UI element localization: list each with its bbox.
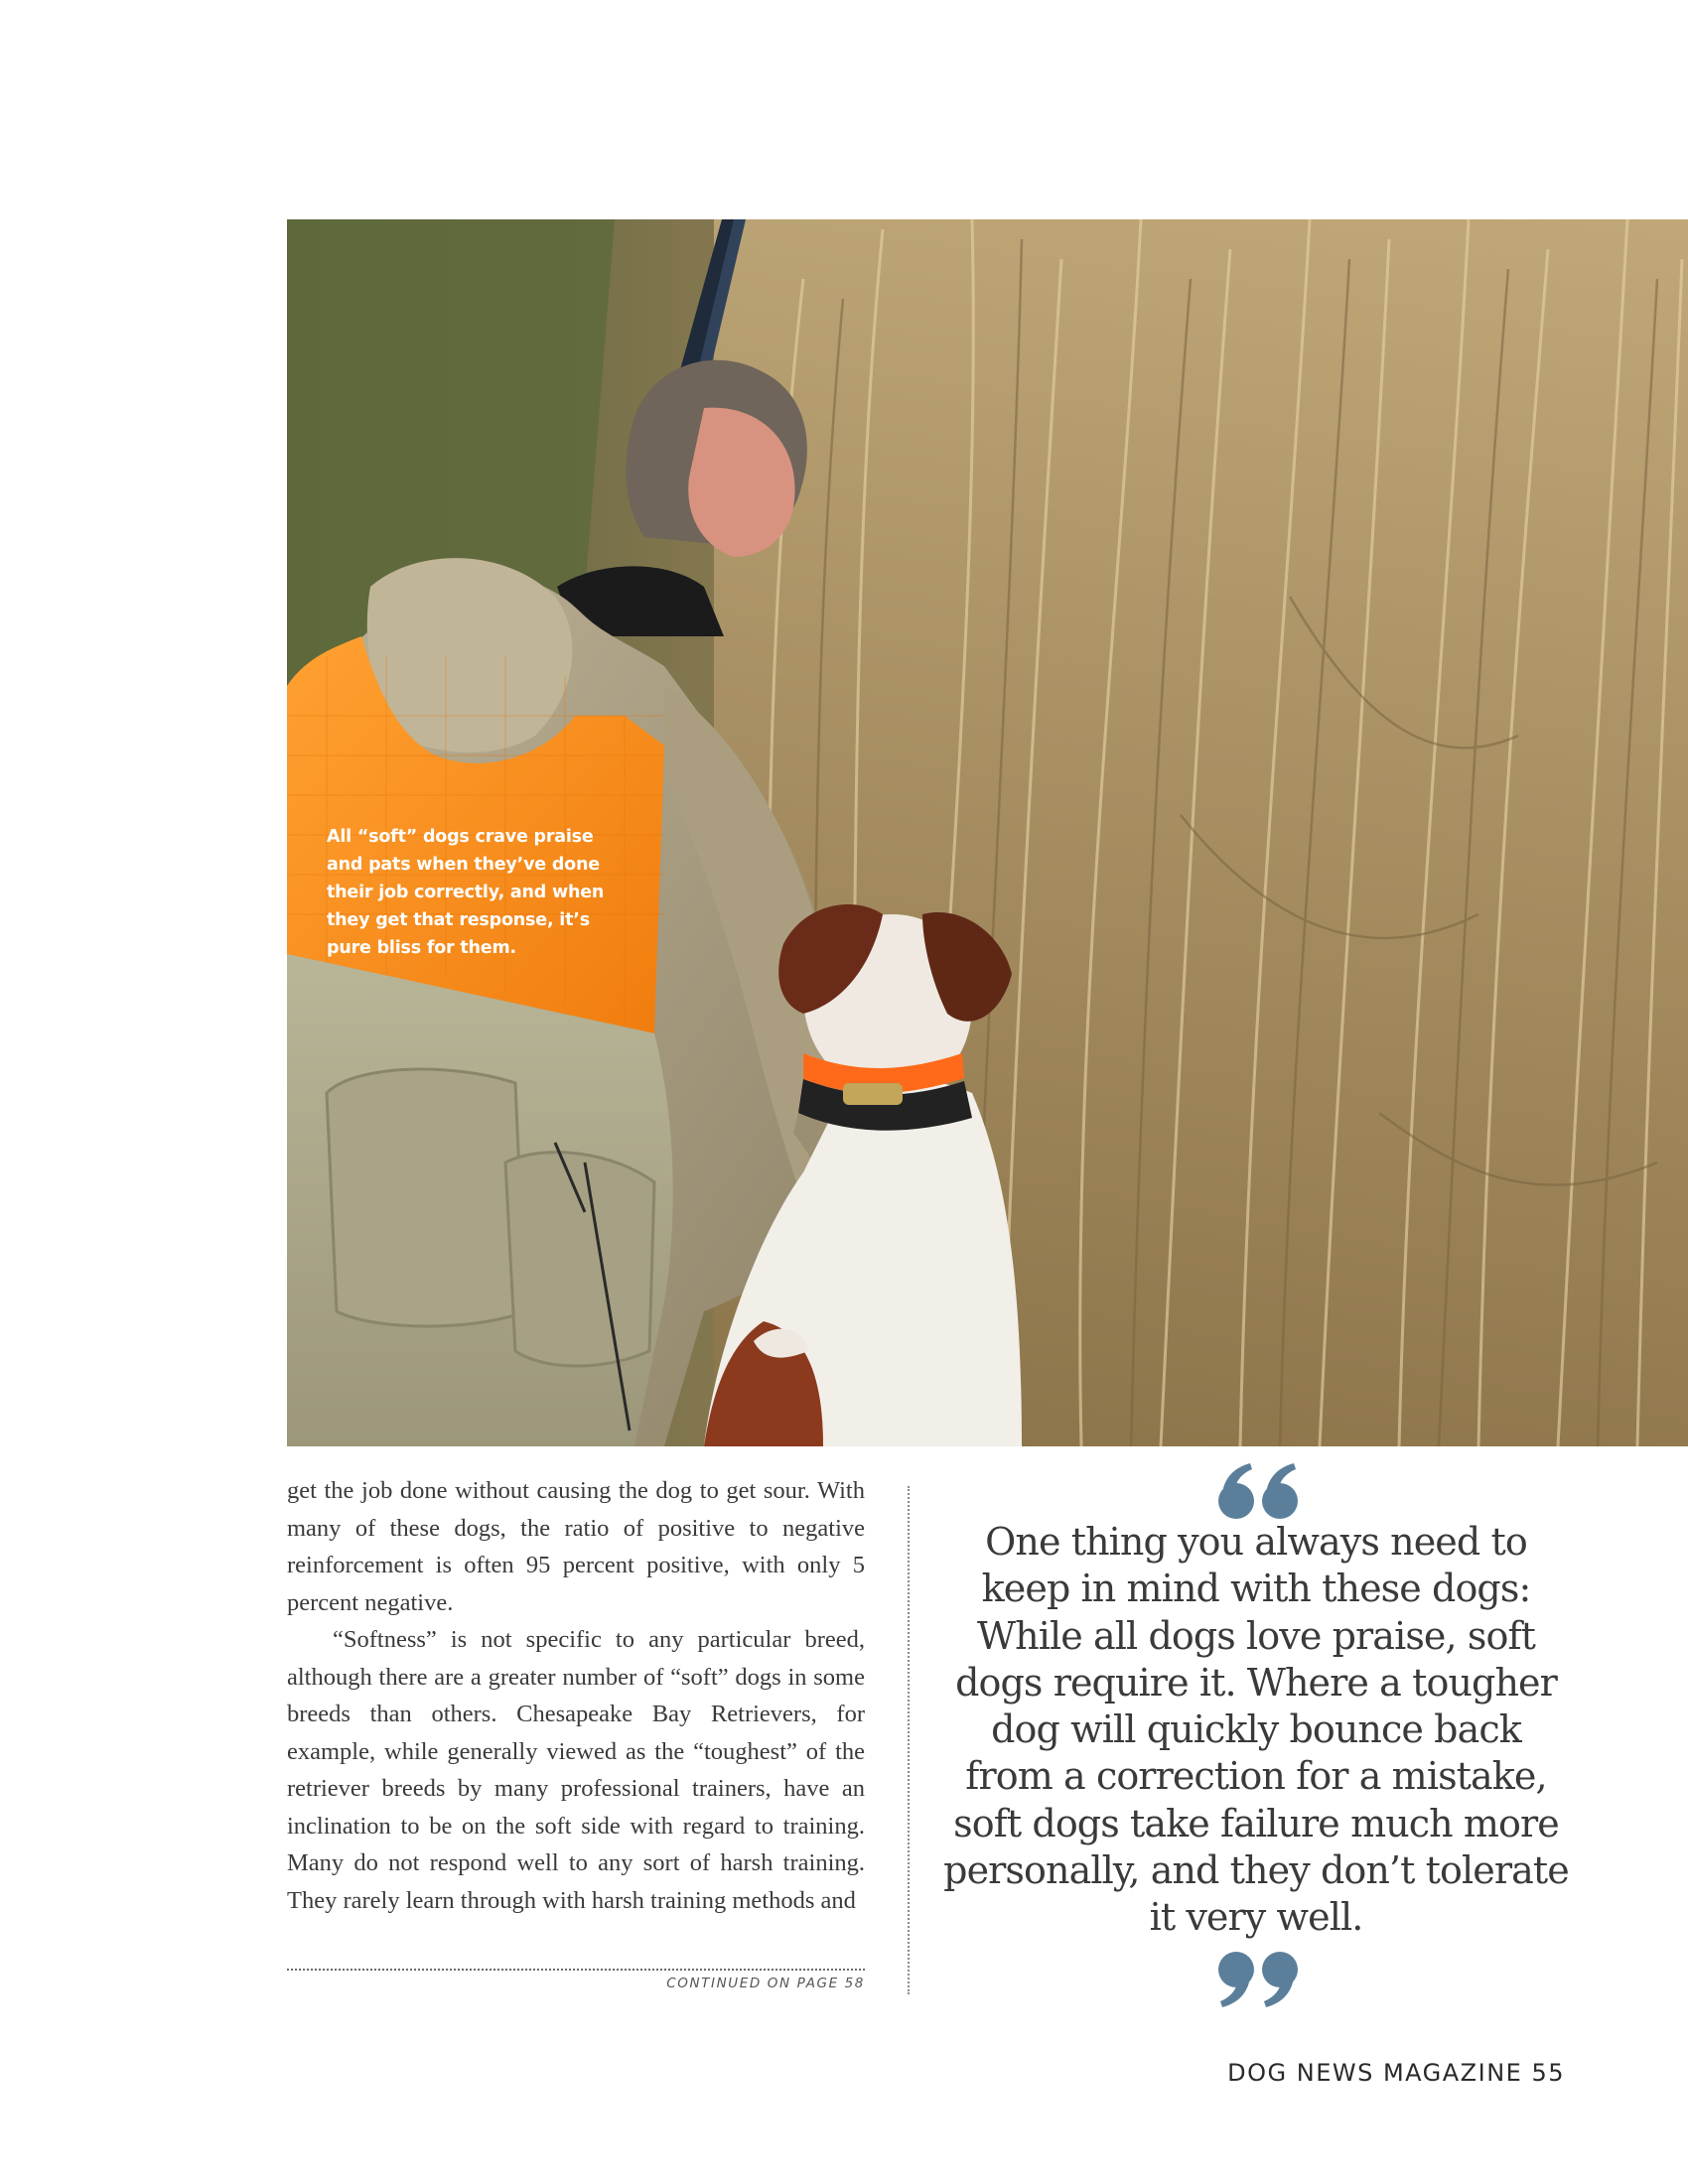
body-paragraph: “Softness” is not specific to any particular breed, although there are a greater number of “soft” dogs in some breeds than others. Chesapeake Bay Retrievers, for example, while generally viewed as the “toughest” of the retriever breeds by many professional trainers, have an inclination to be on the soft side with regard to training. Many do not respond well to any sort of harsh training. They rarely learn through with harsh training methods and [287, 1626, 865, 1914]
close-quote-icon [1208, 1950, 1308, 2009]
page-folio: DOG NEWS MAGAZINE 55 [1227, 2059, 1565, 2087]
photo-caption: All “soft” dogs crave praise and pats when they’ve done their job correctly, and when they get that response, it’s pure bliss for them. [327, 827, 605, 958]
continued-jump-line: CONTINUED ON PAGE 58 [666, 1976, 865, 1991]
pull-quote: One thing you always need to keep in mind with these dogs: While all dogs love praise, soft dogs require it. Where a tougher dog will quickly bounce back from a correction for a mistake, soft dogs take failure much more personally, and they don’t tolerate it very well. [943, 1520, 1569, 1940]
column-separator [908, 1486, 910, 1994]
article-body-column [287, 1472, 865, 1919]
dotted-divider [287, 1969, 865, 1971]
body-paragraph: get the job done without causing the dog to get sour. With many of these dogs, the ratio of positive to negative reinforcement is often 95 percent positive, with only 5 percent negative. [287, 1477, 865, 1616]
open-quote-icon [1208, 1461, 1308, 1521]
feature-photo [287, 219, 1688, 1446]
